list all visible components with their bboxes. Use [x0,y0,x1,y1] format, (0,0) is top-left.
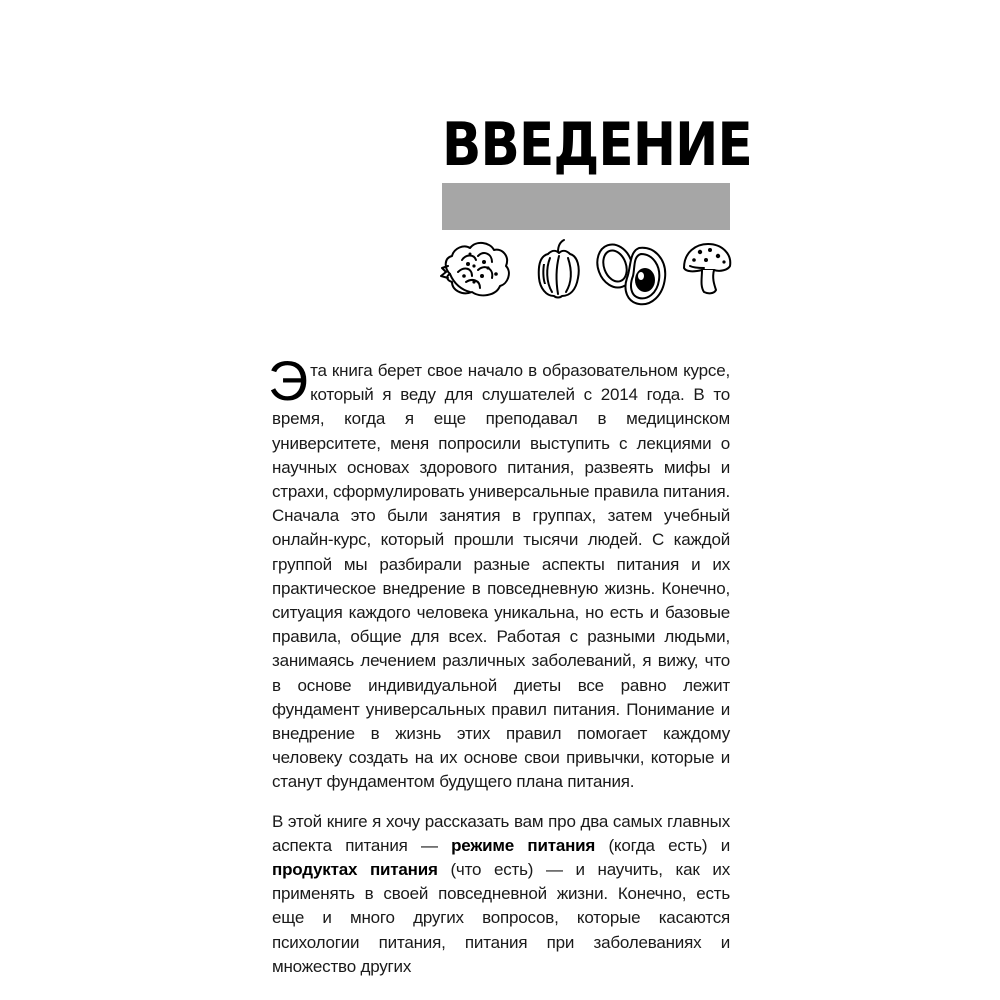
paragraph-1-text: та книга берет свое начало в образовательном курсе, который я веду для слушателей с 2014 года. В то время, когда я еще преподавал в медицинском университете, меня попросили выступить с лекциями о научных основах здорового питания, развеять мифы и страхи, сформулировать универсальные правила питания. Сначала это были занятия в группах, затем учебный онлайн-курс, который прошли тысячи людей. С каждой группой мы разбирали разные аспекты питания и их практическое внедрение в повседневную жизнь. Конечно, ситуация каждого человека уникальна, но есть и базовые правила, общие для всех. Работая с разными людьми, занимаясь лечением различных заболеваний, я вижу, что в основе индивидуальной диеты все равно лежит фундамент универсальных правил питания. Понимание и внедрение в жизнь этих правил помогает каждому человеку создать на их основе свои привычки, которые и станут фундаментом будущего плана питания. [272,361,731,792]
mushroom-icon [680,238,734,298]
chapter-body [268,349,731,979]
paragraph-2-text-b: (когда есть) и [595,835,730,855]
paragraph-2-text-c: (что есть) — и научить, как их применять в своей повседневной жизни. Конечно, есть еще и много других вопросов, которые касаются психологии питания, питания при заболеваниях и множество других [272,860,730,976]
title-underline-bar [442,183,730,230]
paragraph-2 [272,810,730,979]
avocado-icon [595,238,671,310]
paragraph-2-text-a: В этой книге я хочу рассказать вам про два самых главных аспекта питания — [272,811,730,855]
chapter-title: ВВЕДЕНИЕ [442,110,752,180]
bell-pepper-icon [534,238,584,300]
cabbage-icon [440,238,516,300]
bold-term-regime: режиме питания [451,835,596,855]
bold-term-products: продуктах питания [272,860,438,880]
drop-cap: Э [268,349,309,412]
paragraph-1 [268,349,731,795]
vegetable-icons-row [440,238,734,310]
